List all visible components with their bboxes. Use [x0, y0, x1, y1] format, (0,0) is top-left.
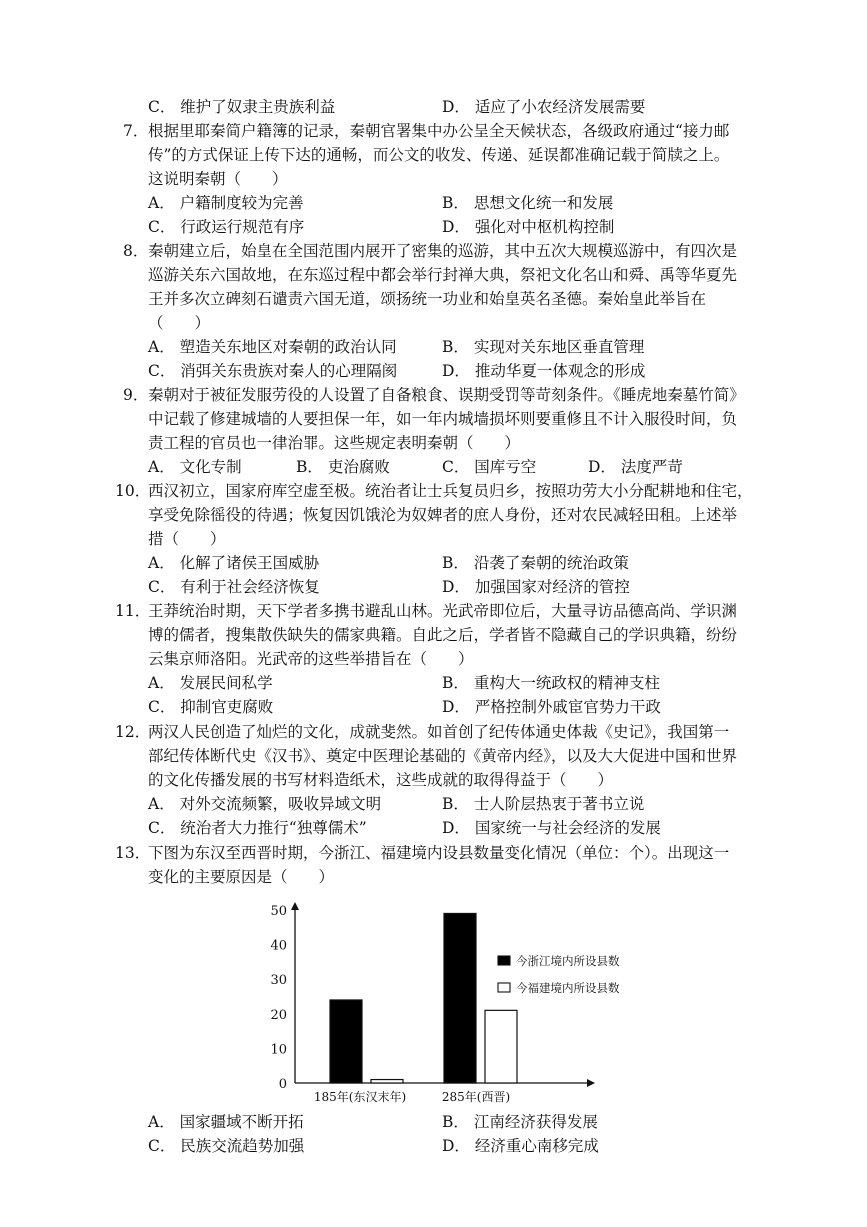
q9-option-a[interactable]: A． 文化专制 [148, 458, 242, 476]
q10-option-b[interactable]: B． 沿袭了秦朝的统治政策 [442, 554, 629, 572]
q10-number: 10． [115, 482, 151, 500]
y-tick-label: 40 [270, 938, 287, 954]
q11-stem-line-3: 云集京师洛阳。光武帝的这些举措旨在（ ） [148, 650, 474, 668]
legend-label: 今浙江境内所设县数 [516, 954, 620, 968]
legend-label: 今福建境内所设县数 [516, 981, 620, 995]
q12-option-b[interactable]: B． 士人阶层热衷于著书立说 [442, 795, 645, 813]
q12-stem-line-1: 两汉人民创造了灿烂的文化，成就斐然。如首创了纪传体通史体裁《史记》，我国第一 [148, 723, 730, 741]
q12-option-d[interactable]: D． 国家统一与社会经济的发展 [442, 819, 661, 837]
q7-stem-line-3: 这说明秦朝（ ） [148, 170, 288, 188]
x-category-label: 185年(东汉末年) [313, 1090, 407, 1104]
q12-stem-line-3: 的文化传播发展的书写材料造纸术，这些成就的取得得益于（ ） [148, 771, 614, 789]
bar-fujian-0 [371, 1080, 403, 1083]
q11-stem-line-2: 博的儒者，搜集散佚缺失的儒家典籍。自此之后，学者皆不隐藏自己的学识典籍，纷纷 [148, 626, 738, 644]
q11-option-d[interactable]: D． 严格控制外戚宦官势力干政 [442, 698, 661, 716]
chart-y-ticks [270, 904, 287, 1092]
q10-option-a[interactable]: A． 化解了诸侯王国威胁 [148, 554, 320, 572]
q12-option-a[interactable]: A． 对外交流频繁，吸收异域文明 [148, 795, 382, 813]
q13-bar-chart [0, 890, 867, 1110]
q6-option-c[interactable]: C． 维护了奴隶主贵族利益 [148, 98, 336, 116]
q8-stem-line-2: 巡游关东六国故地，在东巡过程中都会举行封禅大典，祭祀文化名山和舜、禹等华夏先 [148, 266, 738, 284]
q9-number: 9． [123, 386, 149, 404]
q13-stem-line-2: 变化的主要原因是（ ） [148, 868, 335, 886]
q10-stem-line-1: 西汉初立，国家府库空虚至极。统治者让士兵复员归乡，按照功劳大小分配耕地和住宅， [148, 482, 753, 500]
q7-stem-line-2: 传”的方式保证上传下达的通畅，而公文的收发、传递、延误都准确记载于简牍之上。 [148, 146, 730, 164]
y-tick-label: 50 [270, 904, 287, 919]
q13-number: 13． [115, 844, 151, 862]
bar-zhejiang-0 [330, 1000, 362, 1083]
q9-stem-line-1: 秦朝对于被征发服劳役的人设置了自备粮食、误期受罚等苛刻条件。《睡虎地秦墓竹简》 [148, 386, 745, 404]
q10-option-c[interactable]: C． 有利于社会经济恢复 [148, 578, 320, 596]
q7-option-a[interactable]: A． 户籍制度较为完善 [148, 194, 304, 212]
q9-option-d[interactable]: D． 法度严苛 [588, 458, 683, 476]
q8-option-a[interactable]: A． 塑造关东地区对秦朝的政治认同 [148, 338, 397, 356]
q10-option-d[interactable]: D． 加强国家对经济的管控 [442, 578, 630, 596]
legend-swatch [498, 956, 510, 965]
q8-option-b[interactable]: B． 实现对关东地区垂直管理 [442, 338, 645, 356]
y-axis-arrow-icon [291, 902, 299, 910]
q11-option-a[interactable]: A． 发展民间私学 [148, 674, 273, 692]
q9-option-c[interactable]: C． 国库亏空 [442, 458, 537, 476]
q9-stem-line-3: 责工程的官员也一律治罪。这些规定表明秦朝（ ） [148, 434, 521, 452]
q12-stem-line-2: 部纪传体断代史《汉书》、奠定中医理论基础的《黄帝内经》，以及大大促进中国和世界 [148, 747, 738, 765]
q12-number: 12． [115, 723, 151, 741]
bar-zhejiang-1 [444, 913, 476, 1083]
y-tick-label: 30 [270, 973, 287, 989]
q10-stem-line-2: 享受免除徭役的待遇；恢复因饥饿沦为奴婢者的庶人身份，还对农民减轻田租。上述举 [148, 506, 738, 524]
q10-stem-line-3: 措（ ） [148, 530, 226, 548]
q13-option-c[interactable]: C． 民族交流趋势加强 [148, 1137, 305, 1155]
legend-swatch [498, 983, 510, 992]
q11-option-b[interactable]: B． 重构大一统政权的精神支柱 [442, 674, 660, 692]
q11-option-c[interactable]: C． 抑制官吏腐败 [148, 698, 274, 716]
q8-option-c[interactable]: C． 消弭关东贵族对秦人的心理隔阂 [148, 362, 398, 380]
q7-option-c[interactable]: C． 行政运行规范有序 [148, 218, 305, 236]
q8-stem-line-1: 秦朝建立后，始皇在全国范围内展开了密集的巡游，其中五次大规模巡游中，有四次是 [148, 242, 738, 260]
q13-stem-line-1: 下图为东汉至西晋时期，今浙江、福建境内设县数量变化情况（单位：个）。出现这一 [148, 844, 730, 862]
q11-stem-line-1: 王莽统治时期，天下学者多携书避乱山林。光武帝即位后，大量寻访品德高尚、学识渊 [148, 602, 738, 620]
q8-option-d[interactable]: D． 推动华夏一体观念的形成 [442, 362, 646, 380]
q13-option-a[interactable]: A． 国家疆域不断开拓 [148, 1113, 304, 1131]
q7-option-b[interactable]: B． 思想文化统一和发展 [442, 194, 614, 212]
q13-option-b[interactable]: B． 江南经济获得发展 [442, 1113, 598, 1131]
q8-stem-line-4: （ ） [148, 314, 211, 332]
bar-fujian-1 [485, 1010, 517, 1083]
q13-option-d[interactable]: D． 经济重心南移完成 [442, 1137, 599, 1155]
q6-option-d[interactable]: D． 适应了小农经济发展需要 [442, 98, 646, 116]
y-tick-label: 10 [270, 1042, 287, 1058]
chart-categories [314, 1089, 510, 1104]
chart-bars [330, 913, 517, 1083]
q7-number: 7． [123, 122, 149, 140]
y-tick-label: 0 [278, 1077, 287, 1092]
q8-number: 8． [123, 242, 149, 260]
y-tick-label: 20 [270, 1007, 287, 1023]
q12-option-c[interactable]: C． 统治者大力推行“独尊儒术” [148, 819, 367, 837]
q8-stem-line-3: 王并多次立碑刻石谴责六国无道，颂扬统一功业和始皇英名圣德。秦始皇此举旨在 [148, 290, 707, 308]
chart-legend [498, 954, 620, 995]
x-category-label: 285年(西晋) [441, 1090, 511, 1104]
q7-stem-line-1: 根据里耶秦简户籍簿的记录，秦朝官署集中办公呈全天候状态，各级政府通过“接力邮 [148, 122, 730, 140]
x-axis-arrow-icon [587, 1079, 595, 1087]
q9-stem-line-2: 中记载了修建城墙的人要担保一年，如一年内城墙损坏则要重修且不计入服役时间，负 [148, 410, 738, 428]
q7-option-d[interactable]: D． 强化对中枢机构控制 [442, 218, 615, 236]
q11-number: 11． [115, 602, 151, 620]
q9-option-b[interactable]: B． 吏治腐败 [296, 458, 390, 476]
